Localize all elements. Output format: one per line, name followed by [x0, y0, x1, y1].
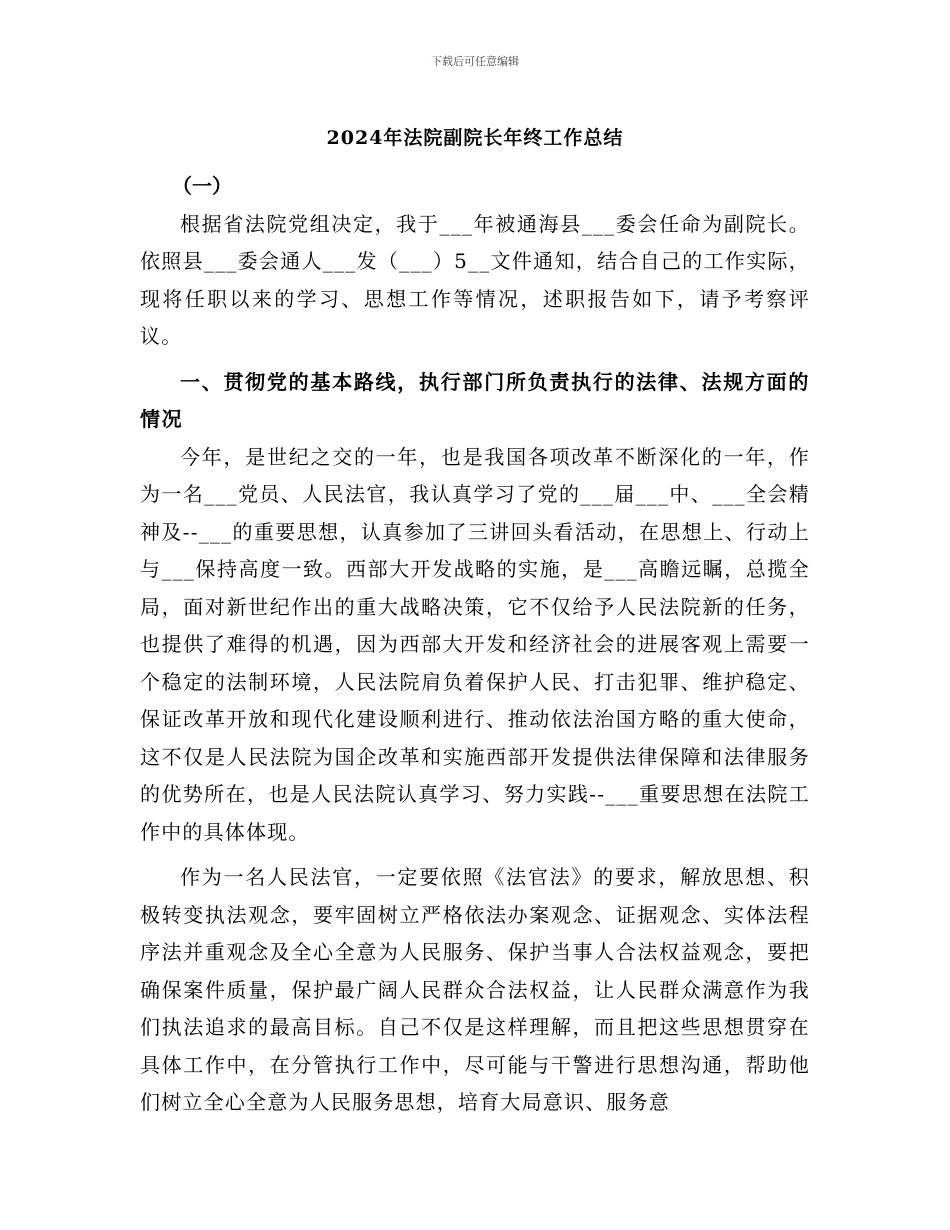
paragraph-body-1: 今年，是世纪之交的一年，也是我国各项改革不断深化的一年，作为一名___党员、人民法官，我认真学习了党的___届___中、___全会精神及--___的重要思想，认真参加了三讲回头看活动，在思想上、行动上与___保持高度一致。西部大开发战略的实施，是___高瞻远瞩，总揽全局，面对新世纪作出的重大战略决策，它不仅给予人民法院新的任务，也提供了难得的机遇，因为西部大开发和经济社会的进展客观上需要一个稳定的法制环境，人民法院肩负着保护人民、打击犯罪、维护稳定、保证改革开放和现代化建设顺利进行、推动依法治国方略的重大使命，这不仅是人民法院为国企改革和实施西部开发提供法律保障和法律服务的优势所在，也是人民法院认真学习、努力实践--___重要思想在法院工作中的具体体现。 [140, 444, 810, 844]
document-body [140, 168, 810, 1122]
paragraph-intro: 根据省法院党组决定，我于___年被通海县___委会任命为副院长。依照县___委会通人___发（___）5__文件通知，结合自己的工作实际，现将任职以来的学习、思想工作等情况，述职报告如下，请予考察评议。 [140, 211, 810, 348]
header-note: 下载后可任意编辑 [431, 55, 519, 68]
paragraph-body-2: 作为一名人民法官，一定要依照《法官法》的要求，解放思想、积极转变执法观念，要牢固树立严格依法办案观念、证据观念、实体法程序法并重观念及全心全意为人民服务、保护当事人合法权益观念，要把确保案件质量，保护最广阔人民群众合法权益，让人民群众满意作为我们执法追求的最高目标。自己不仅是这样理解，而且把这些思想贯穿在具体工作中，在分管执行工作中，尽可能与干警进行思想沟通，帮助他们树立全心全意为人民服务思想，培育大局意识、服务意 [140, 865, 810, 1114]
section-label: （一） [172, 174, 232, 198]
section-heading: 一、贯彻党的基本路线，执行部门所负责执行的法律、法规方面的情况 [140, 369, 810, 431]
document-title: 2024年法院副院长年终工作总结 [326, 127, 624, 149]
